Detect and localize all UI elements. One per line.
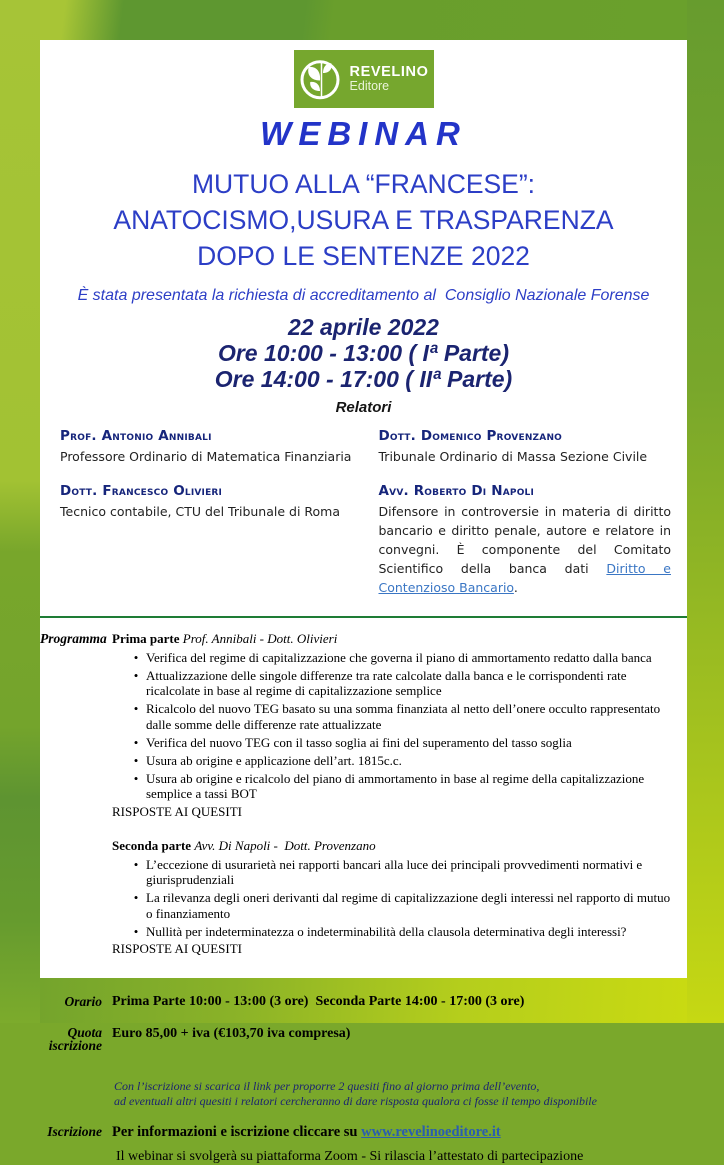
iscrizione-label: Iscrizione xyxy=(47,1123,102,1139)
speaker-annibali xyxy=(60,428,353,466)
brand-subtitle: Editore xyxy=(349,79,390,94)
part1-heading xyxy=(112,631,679,647)
quota-label xyxy=(40,1026,102,1052)
bullet-dot: • xyxy=(133,856,139,872)
bullet-dot: • xyxy=(133,734,139,750)
quota-label-line1: Quota xyxy=(67,1024,102,1040)
bullet-item xyxy=(112,701,679,732)
speaker-provenzano xyxy=(379,428,672,466)
brand-name: REVELINO xyxy=(349,63,429,80)
revelino-logo xyxy=(294,50,434,108)
quota-text: Euro 85,00 + iva (€103,70 iva compresa) xyxy=(112,1025,351,1041)
speaker-role: Tecnico contabile, CTU del Tribunale di Roma xyxy=(60,504,341,519)
speaker-role-text: Difensore in controversie in materia di diritto bancario e diritto penale, autore e relatore in convegni. È componente del Comitato Scientifico della banca dati xyxy=(378,504,671,576)
bullet-dot: • xyxy=(133,923,139,939)
relatori-heading: Relatori xyxy=(335,399,392,416)
bullet-item xyxy=(112,668,679,699)
frame-top-band xyxy=(0,0,724,40)
bullet-dot: • xyxy=(133,701,139,716)
bullet-item xyxy=(112,857,679,888)
iscrizione-prefix: Per informazioni e iscrizione cliccare su xyxy=(112,1123,362,1140)
iscrizione-text xyxy=(112,1124,679,1141)
iscrizione-section xyxy=(40,1124,687,1165)
content-sheet xyxy=(40,40,687,1164)
orario-label: Orario xyxy=(64,993,102,1009)
frame-right-band xyxy=(687,0,724,1023)
part2-title: Seconda parte xyxy=(112,838,192,853)
speakers-right-column xyxy=(379,428,672,614)
bullet-text: Usura ab origine e applicazione dell’art. 1815c.c. xyxy=(146,752,402,768)
programma-content xyxy=(112,631,679,957)
speaker-name: Prof. Antonio Annibali xyxy=(60,428,212,444)
quota-section xyxy=(40,1026,687,1052)
speaker-di-napoli xyxy=(379,483,672,597)
part2-speakers: Avv. Di Napoli - Dott. Provenzano xyxy=(194,838,376,853)
speaker-role-suffix: . xyxy=(513,580,518,595)
bullet-text: Verifica del nuovo TEG con il tasso soglia ai fini del superamento del tasso soglia xyxy=(146,734,572,750)
note-spacer xyxy=(40,1079,102,1109)
bullet-dot: • xyxy=(133,770,139,786)
logo-text xyxy=(350,65,429,93)
quota-label-line2: iscrizione xyxy=(48,1037,102,1053)
section-divider xyxy=(40,616,687,618)
event-time-part1: Ore 10:00 - 13:00 ( Iª Parte) xyxy=(217,340,510,366)
frame-left-band xyxy=(0,0,40,1023)
bullet-dot: • xyxy=(133,890,139,905)
speaker-olivieri xyxy=(60,483,353,521)
part2-risposte: RISPOSTE AI QUESITI xyxy=(112,941,243,956)
bullet-dot: • xyxy=(133,649,139,665)
part1-title: Prima parte xyxy=(112,631,180,646)
bullet-dot: • xyxy=(133,752,139,768)
speaker-role: Tribunale Ordinario di Massa Sezione Civile xyxy=(378,449,648,464)
speaker-name: Dott. Domenico Provenzano xyxy=(378,428,563,444)
event-title-line-3: DOPO LE SENTENZE 2022 xyxy=(197,241,530,271)
programma-section xyxy=(40,631,687,957)
event-time-part2: Ore 14:00 - 17:00 ( IIª Parte) xyxy=(214,366,513,392)
zoom-platform-note: Il webinar si svolgerà su piattaforma Zoom - Si rilascia l’attestato di partecipazione xyxy=(116,1148,584,1164)
part2-heading xyxy=(112,838,679,854)
orario-section xyxy=(40,994,687,1010)
bullet-item xyxy=(112,753,679,769)
bullet-item xyxy=(112,890,679,921)
speaker-name: Avv. Roberto Di Napoli xyxy=(378,483,535,499)
part1-risposte: RISPOSTE AI QUESITI xyxy=(112,803,243,819)
webinar-heading: WEBINAR xyxy=(260,115,467,152)
speakers-grid xyxy=(60,428,671,614)
bullet-item xyxy=(112,771,679,802)
speaker-role xyxy=(379,502,672,597)
bullet-item xyxy=(112,650,679,666)
orario-text: Prima Parte 10:00 - 13:00 (3 ore) Seconda Parte 14:00 - 17:00 (3 ore) xyxy=(112,993,525,1009)
dcb-link[interactable]: Diritto e Contenzioso Bancario xyxy=(378,561,671,595)
bullet-item xyxy=(112,924,679,940)
programma-label: Programma xyxy=(40,631,107,646)
bullet-text: La rilevanza degli oneri derivanti dal regime di capitalizzazione degli interessi nel rapporto di mutuo o finanziamento xyxy=(146,890,671,921)
bullet-text: Ricalcolo del nuovo TEG basato su una somma finanziata al netto dell’onere occulto rappresentato dalle somme delle differenze rate attualizzate xyxy=(146,701,661,732)
note-section xyxy=(40,1079,687,1109)
bullet-dot: • xyxy=(133,667,139,683)
bullet-item xyxy=(112,735,679,751)
registration-note xyxy=(112,1079,679,1109)
event-title-line-2: ANATOCISMO,USURA E TRASPARENZA xyxy=(113,205,614,235)
speakers-left-column xyxy=(60,428,353,614)
event-title-line-1: MUTUO ALLA “FRANCESE”: xyxy=(191,169,536,199)
bullet-text: Usura ab origine e ricalcolo del piano di ammortamento in base al regime della capitalizzazione semplice a tassi BOT xyxy=(146,770,645,801)
event-date: 22 aprile 2022 xyxy=(288,314,439,340)
bullet-text: Nullità per indeterminatezza o indeterminabilità della clausola determinativa degli interessi? xyxy=(146,923,627,939)
revelino-website-link[interactable]: www.revelinoeditore.it xyxy=(361,1123,501,1140)
event-schedule xyxy=(40,314,687,392)
note-line-1: Con l’iscrizione si scarica il link per proporre 2 quesiti fino al giorno prima dell’evento, xyxy=(114,1078,540,1093)
event-title xyxy=(40,166,687,274)
accreditation-note: È stata presentata la richiesta di accreditamento al Consiglio Nazionale Forense xyxy=(77,287,650,304)
bullet-text: L’eccezione di usurarietà nei rapporti bancari alla luce dei principali provvedimenti normativi e giurisprudenziali xyxy=(146,856,643,887)
bullet-text: Attualizzazione delle singole differenze tra rate calcolate dalla banca e le corrispondenti rate ricalcolate in base al regime di capitalizzazione semplice xyxy=(146,667,627,698)
speaker-name: Dott. Francesco Olivieri xyxy=(60,483,223,499)
bullet-text: Verifica del regime di capitalizzazione che governa il piano di ammortamento redatto dalla banca xyxy=(146,649,652,665)
note-line-2: ad eventuali altri quesiti i relatori cercheranno di dare risposta qualora ci fosse il tempo disponibile xyxy=(114,1093,597,1108)
speaker-role: Professore Ordinario di Matematica Finanziaria xyxy=(60,449,352,464)
iscrizione-content xyxy=(112,1124,679,1165)
part1-speakers: Prof. Annibali - Dott. Olivieri xyxy=(182,631,338,646)
revelino-plant-icon xyxy=(299,58,341,100)
